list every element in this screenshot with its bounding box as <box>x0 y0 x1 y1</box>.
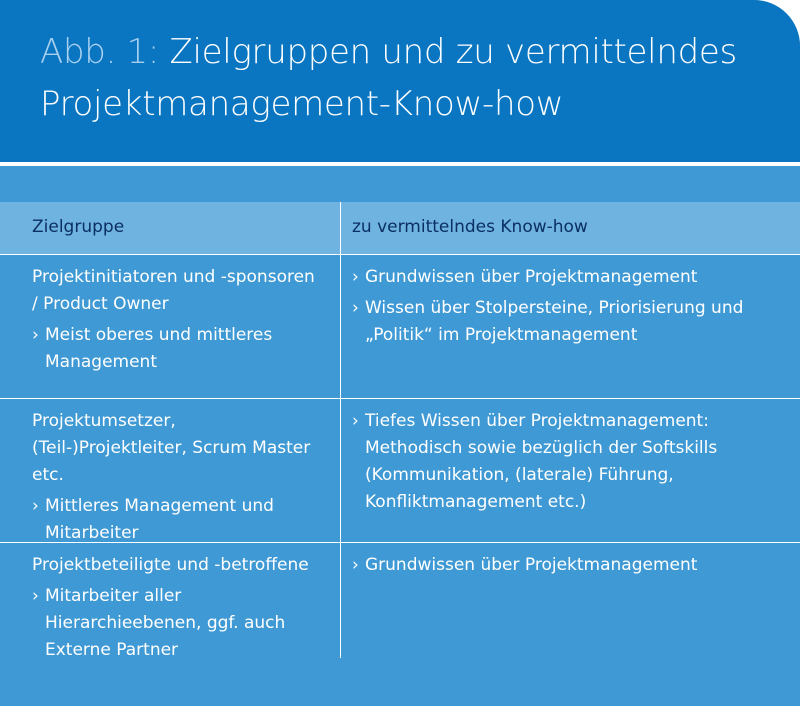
knowhow-item: › Grundwissen über Projektmanagement <box>352 552 772 579</box>
group-name: Projektinitiatoren und -sponsoren / Product Owner <box>32 267 315 314</box>
column-divider <box>340 202 341 658</box>
knowhow-item: › Grundwissen über Projektmanagement <box>352 264 772 291</box>
table-row-3-knowhow <box>352 552 772 579</box>
figure-number: Abb. 1: <box>40 32 160 72</box>
knowhow-item: › Tiefes Wissen über Projektmanagement: Methodisch sowie bezüglich der Softskills (Kommunikation, (laterale) Führung, Konfliktmanagement etc.) <box>352 408 752 516</box>
group-detail: › Meist oberes und mittleres Management <box>32 322 322 376</box>
knowhow-item: › Wissen über Stolpersteine, Priorisierung und „Politik“ im Projektmanagement <box>352 295 772 349</box>
table-row-2-group <box>32 408 332 547</box>
figure-title <box>40 26 760 130</box>
column-header-zielgruppe: Zielgruppe <box>32 217 125 237</box>
group-name: Projektbeteiligte und -betroffene <box>32 555 309 575</box>
table-row-2-knowhow <box>352 408 752 516</box>
column-header-knowhow: zu vermittelndes Know-how <box>352 217 588 237</box>
group-detail: › Mitarbeiter aller Hierarchieebenen, ggf. auch Externe Partner <box>32 583 332 664</box>
table-row-1-group <box>32 264 322 376</box>
figure-title-text: Zielgruppen und zu vermittelndes Projektmanagement-Know-how <box>40 32 737 124</box>
knowhow-table <box>0 166 800 706</box>
row-divider <box>0 398 800 399</box>
row-divider <box>0 254 800 255</box>
group-name: Projektumsetzer, (Teil-)Projektleiter, Scrum Master etc. <box>32 411 311 485</box>
table-row-1-knowhow <box>352 264 772 349</box>
table-row-3-group <box>32 552 332 664</box>
group-detail: › Mittleres Management und Mitarbeiter <box>32 493 332 547</box>
figure-header <box>0 0 800 162</box>
